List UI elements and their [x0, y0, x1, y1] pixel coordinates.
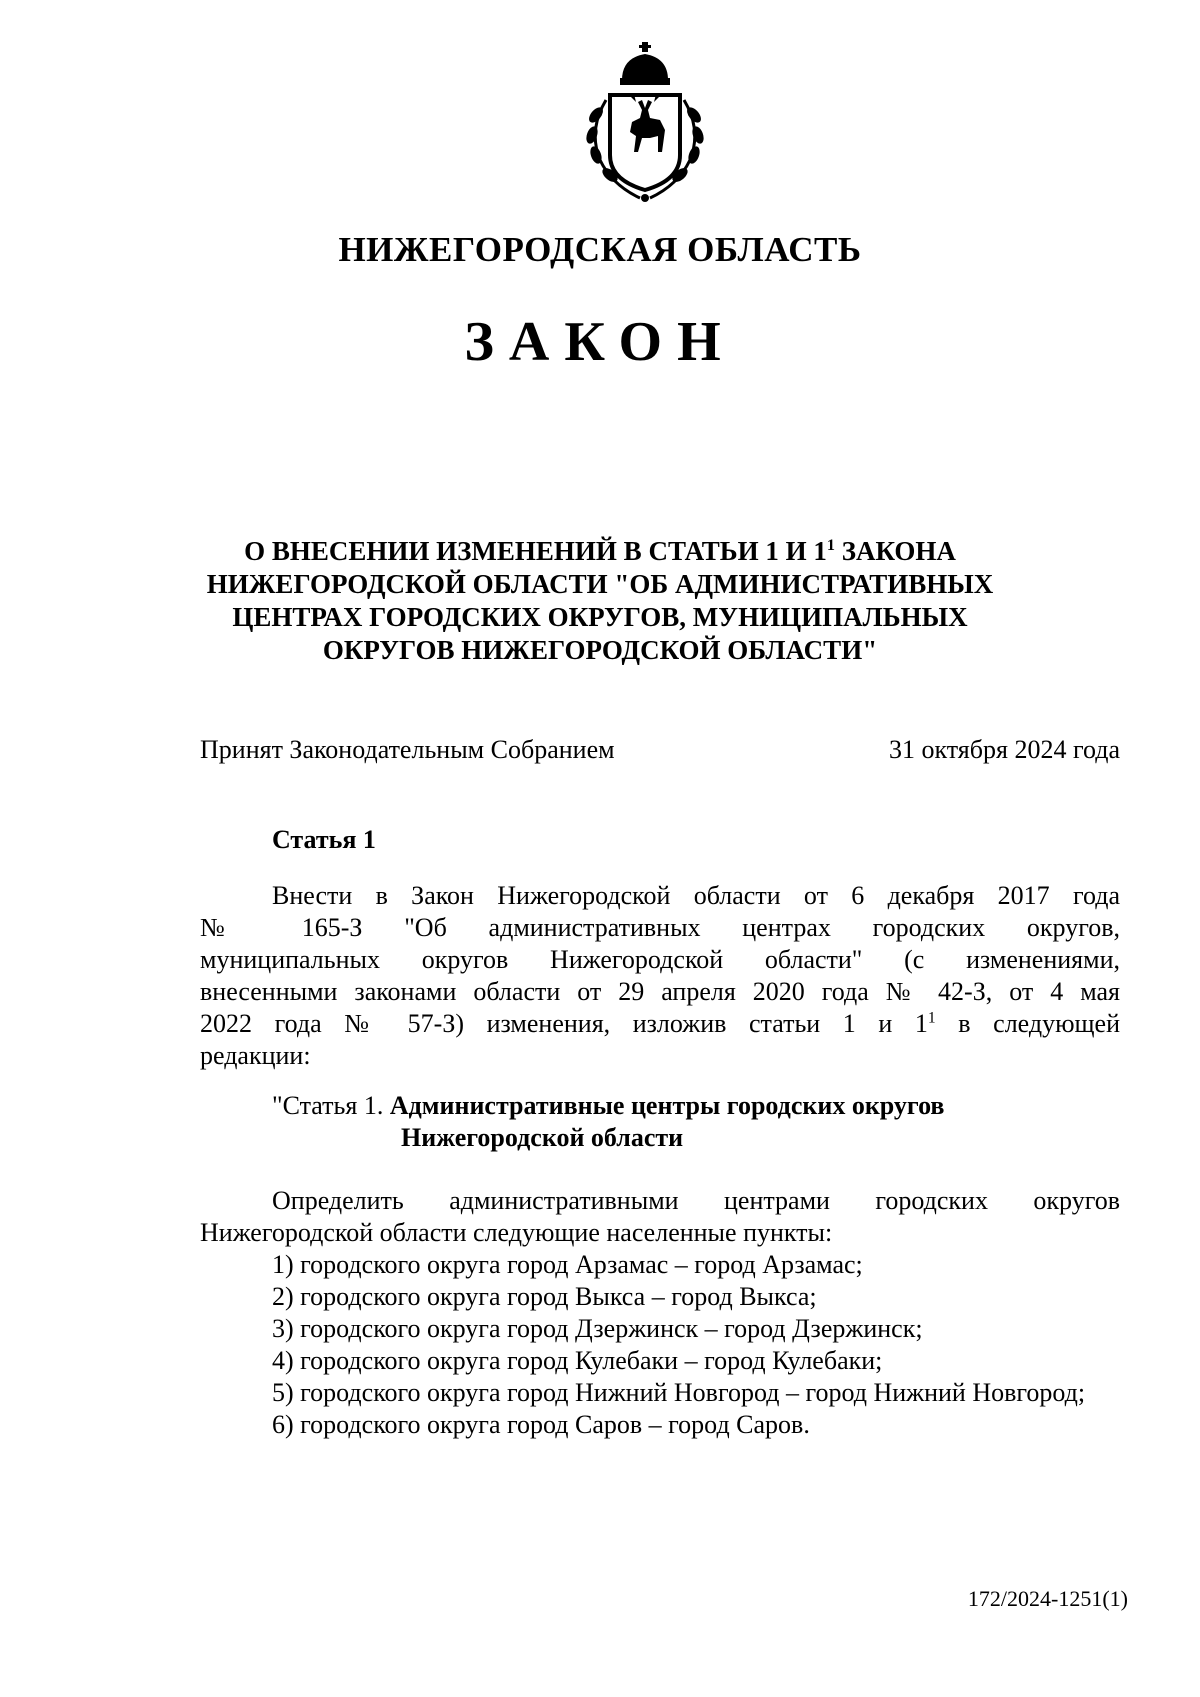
- document-type: ЗАКОН: [464, 311, 736, 373]
- list-item: 1) городского округа город Арзамас – город Арзамас;: [272, 1250, 863, 1279]
- article-heading: Статья 1: [272, 825, 376, 854]
- law-title: [200, 535, 1000, 667]
- list-item: 6) городского округа город Саров – город Саров.: [272, 1410, 810, 1439]
- list-item: 2) городского округа город Выкса – город Выкса;: [272, 1282, 817, 1311]
- adoption-date: 31 октября 2024 года: [889, 735, 1120, 764]
- law-title-line-3: ЦЕНТРАХ ГОРОДСКИХ ОКРУГОВ, МУНИЦИПАЛЬНЫХ: [232, 602, 968, 632]
- law-title-line-2: НИЖЕГОРОДСКОЙ ОБЛАСТИ "ОБ АДМИНИСТРАТИВНЫХ: [206, 569, 994, 599]
- centers-list: [200, 1249, 1120, 1441]
- law-title-line-4: ОКРУГОВ НИЖЕГОРОДСКОЙ ОБЛАСТИ": [322, 635, 878, 665]
- list-item: 3) городского округа город Дзержинск – город Дзержинск;: [272, 1314, 923, 1343]
- list-item: 5) городского округа город Нижний Новгород – город Нижний Новгород;: [272, 1378, 1086, 1407]
- quoted-article-intro: Определить административными центрами городских округов Нижегородской области следующие населенные пункты:: [200, 1186, 1120, 1247]
- document-number: 172/2024-1251(1): [967, 1586, 1128, 1611]
- quoted-article-heading: "Статья 1. Административные центры городских округов Нижегородской области: [272, 1091, 945, 1152]
- adopted-by: Принят Законодательным Собранием: [200, 735, 615, 764]
- coat-of-arms-icon: [570, 40, 720, 205]
- law-title-line-1: О ВНЕСЕНИИ ИЗМЕНЕНИЙ В СТАТЬИ 1 И $1^1$ ЗАКОНА: [244, 536, 956, 566]
- adoption-line: [200, 735, 1120, 765]
- list-item: 4) городского округа город Кулебаки – город Кулебаки;: [272, 1346, 883, 1375]
- article-paragraph: Внести в Закон Нижегородской области от 6 декабря 2017 года № 165-З "Об административных центрах городских округов, муниципальных округов Нижегородской области" (с изменениями, внесенными законами области от 29 апреля 2020 года № 42-З, от 4 мая 2022 года № 57-З) изменения, изложив статьи 1 и $1^1$ в следующей редакции:: [200, 881, 1120, 1070]
- region-name: НИЖЕГОРОДСКАЯ ОБЛАСТЬ: [338, 230, 862, 269]
